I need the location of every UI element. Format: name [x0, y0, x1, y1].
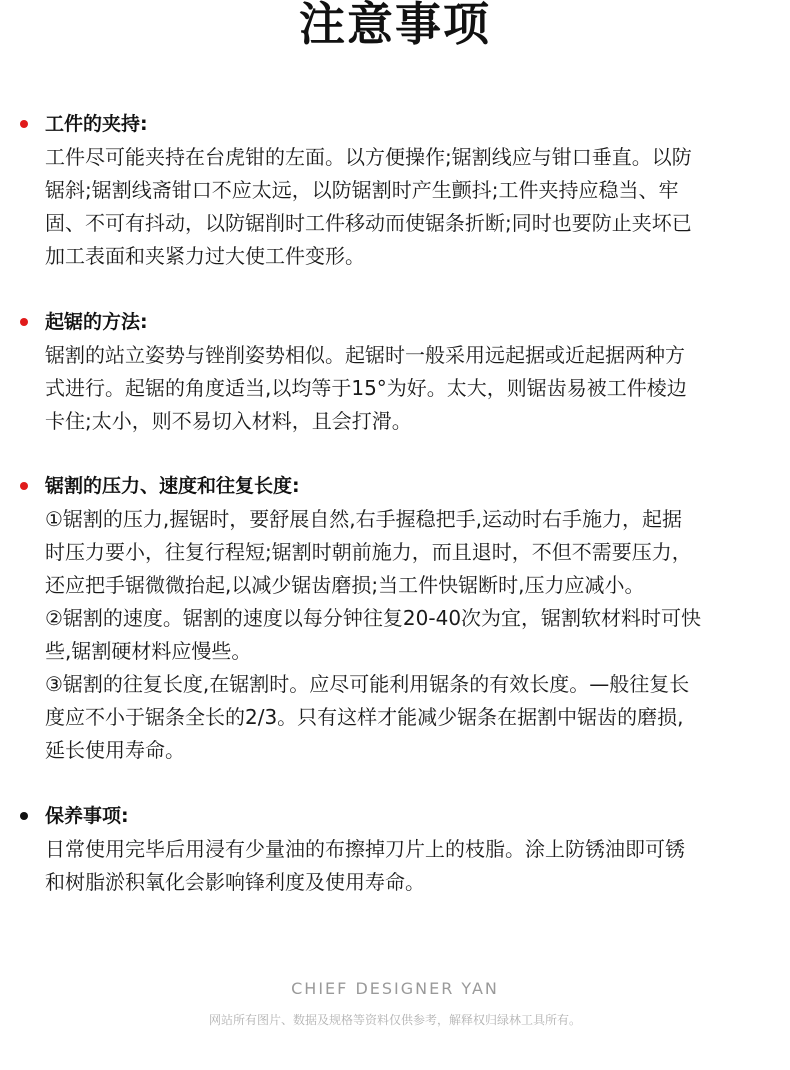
body-line: 和树脂淤积氧化会影响锋利度及使用寿命。	[45, 870, 425, 894]
section-starting-saw	[0, 306, 790, 438]
section-heading: 锯割的压力、速度和往复长度:	[45, 475, 300, 497]
section-header	[0, 306, 790, 339]
section-body	[45, 141, 755, 273]
body-line: 锯割的站立姿势与锉削姿势相似。起锯时一般采用远起据或近起据两种方	[45, 343, 685, 367]
body-line: 度应不小于锯条全长的2/3。只有这样才能减少锯条在据割中锯齿的磨损,	[45, 705, 684, 729]
body-line: 工件尽可能夹持在台虎钳的左面。以方便操作;锯割线应与钳口垂直。以防	[45, 145, 692, 169]
body-line: 卡住;太小，则不易切入材料，且会打滑。	[45, 409, 412, 433]
section-pressure-speed	[0, 470, 790, 767]
body-line: 锯斜;锯割线斋钳口不应太远，以防锯割时产生颤抖;工件夹持应稳当、牢	[45, 178, 679, 202]
section-body	[45, 339, 755, 438]
section-body	[45, 503, 755, 767]
footer-designer-credit: CHIEF DESIGNER YAN	[291, 979, 499, 998]
section-maintenance	[0, 800, 790, 899]
body-line: 延长使用寿命。	[45, 738, 185, 762]
footer-copyright-notice: 网站所有图片、数据及规格等资料仅供参考，解释权归绿林工具所有。	[208, 1013, 581, 1027]
bullet-icon	[20, 812, 28, 820]
body-line: ③锯割的往复长度,在锯割时。应尽可能利用锯条的有效长度。—般往复长	[45, 672, 690, 696]
section-heading: 起锯的方法:	[45, 311, 148, 333]
body-line: 些,锯割硬材料应慢些。	[45, 639, 252, 663]
section-clamping	[0, 108, 790, 273]
body-line: 日常使用完毕后用浸有少量油的布擦掉刀片上的枝脂。涂上防锈油即可锈	[45, 837, 685, 861]
section-header	[0, 800, 790, 833]
body-line: ①锯割的压力,握锯时，要舒展自然,右手握稳把手,运动时右手施力，起据	[45, 507, 683, 531]
body-line: 固、不可有抖动，以防锯削时工件移动而使锯条折断;同时也要防止夹坏已	[45, 211, 692, 235]
body-line: 式进行。起锯的角度适当,以均等于15°为好。太大，则锯齿易被工件棱边	[45, 376, 687, 400]
page-title: 注意事项	[299, 0, 491, 51]
section-heading: 保养事项:	[45, 805, 129, 827]
bullet-icon	[20, 318, 28, 326]
bullet-icon	[20, 482, 28, 490]
section-header	[0, 108, 790, 141]
section-header	[0, 470, 790, 503]
body-line: 还应把手锯微微抬起,以减少锯齿磨损;当工件快锯断时,压力应减小。	[45, 573, 645, 597]
section-heading: 工件的夹持:	[45, 113, 148, 135]
body-line: 加工表面和夹紧力过大使工件变形。	[45, 244, 365, 268]
body-line: 时压力要小，往复行程短;锯割时朝前施力，而且退时，不但不需要压力，	[45, 540, 692, 564]
body-line: ②锯割的速度。锯割的速度以每分钟往复20-40次为宜，锯割软材料时可快	[45, 606, 702, 630]
section-body	[45, 833, 755, 899]
bullet-icon	[20, 120, 28, 128]
